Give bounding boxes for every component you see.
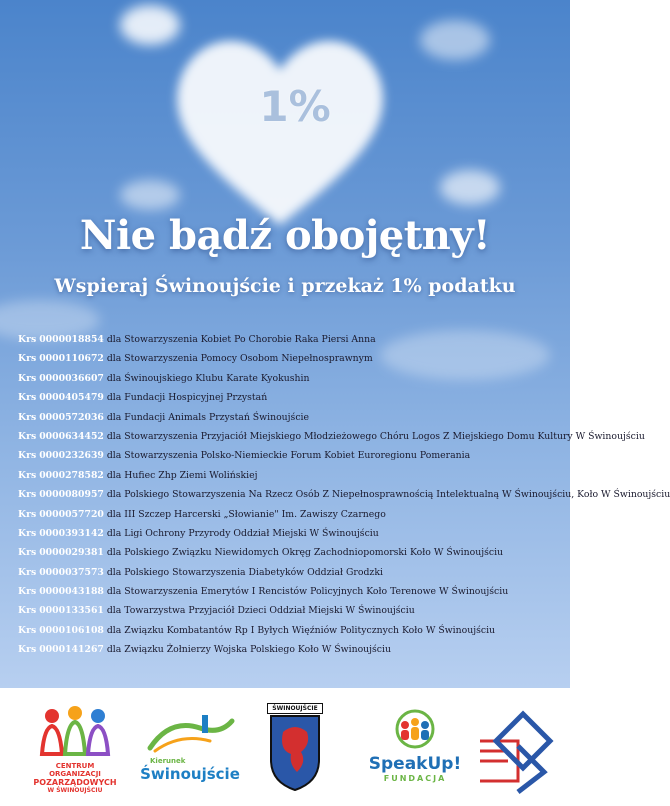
krs-entry <box>18 601 558 620</box>
flag-logo <box>478 706 558 796</box>
krs-entry <box>18 388 558 407</box>
krs-number: 0000278582 <box>39 469 104 481</box>
krs-number: 0000029381 <box>39 547 104 559</box>
krs-entry <box>18 466 558 485</box>
speakup-logo <box>365 708 465 793</box>
krs-prefix: Krs <box>18 469 37 481</box>
cop-line2: POZARZĄDOWYCH <box>33 778 117 787</box>
subheadline: Wspieraj Świnoujście i przekaż 1% podatku <box>54 275 516 297</box>
krs-number: 0000405479 <box>39 392 104 404</box>
krs-number: 0000141267 <box>39 644 104 656</box>
cop-logo <box>30 706 120 796</box>
cloud <box>440 170 500 205</box>
krs-number: 0000393142 <box>39 527 104 539</box>
krs-prefix: Krs <box>18 450 37 462</box>
kierunek-swirl-icon <box>140 713 240 753</box>
krs-number: 0000043188 <box>39 586 104 598</box>
krs-number: 0000018854 <box>39 334 104 345</box>
krs-prefix: Krs <box>18 644 37 656</box>
krs-description: dla Fundacji Hospicyjnej Przystań <box>106 392 268 404</box>
herb-logo <box>267 703 323 795</box>
krs-prefix: Krs <box>18 430 37 442</box>
krs-description: dla Hufiec Zhp Ziemi Wolińskiej <box>106 469 258 481</box>
kierunek-logo <box>140 713 240 793</box>
krs-prefix: Krs <box>18 372 37 384</box>
krs-number: 0000036607 <box>39 372 104 384</box>
krs-entry <box>18 349 558 368</box>
krs-prefix: Krs <box>18 624 37 636</box>
krs-description: dla Ligi Ochrony Przyrody Oddział Miejski W Świnoujściu <box>106 527 379 539</box>
krs-prefix: Krs <box>18 392 37 404</box>
krs-description: dla Polskiego Stowarzyszenia Na Rzecz Osób Z Niepełnosprawnością Intelektualną W Świnoujściu, Koło W Świnoujściu <box>106 489 670 501</box>
cop-line3: W ŚWINOUJŚCIU <box>47 787 103 794</box>
kierunek-small: Kierunek <box>150 757 186 765</box>
krs-entry <box>18 485 670 504</box>
cop-people-icon <box>30 706 120 756</box>
krs-description: dla Stowarzyszenia Pomocy Osobom Niepełnosprawnym <box>106 353 373 365</box>
krs-entry <box>18 621 558 640</box>
flag-logo-icon <box>478 706 558 796</box>
krs-prefix: Krs <box>18 527 37 539</box>
heart-percent-text: 1% <box>259 82 331 131</box>
krs-number: 0000080957 <box>39 489 104 501</box>
speakup-small: FUNDACJA <box>383 774 447 783</box>
krs-prefix: Krs <box>18 411 37 423</box>
kierunek-big: Świnoujście <box>140 765 240 783</box>
footer-logos <box>0 688 570 806</box>
krs-description: dla Związku Żołnierzy Wojska Polskiego Koło W Świnoujściu <box>106 644 391 656</box>
krs-number: 0000133561 <box>39 605 104 617</box>
krs-prefix: Krs <box>18 489 37 501</box>
krs-prefix: Krs <box>18 547 37 559</box>
krs-description: dla Stowarzyszenia Polsko-Niemieckie Forum Kobiet Euroregionu Pomerania <box>106 450 471 462</box>
krs-number: 0000037573 <box>39 566 104 578</box>
krs-prefix: Krs <box>18 605 37 617</box>
krs-description: dla Fundacji Animals Przystań Świnoujście <box>106 411 310 423</box>
headline: Nie bądź obojętny! <box>79 212 491 259</box>
krs-entry <box>18 543 558 562</box>
krs-entry <box>18 640 558 659</box>
krs-prefix: Krs <box>18 334 37 345</box>
cloud <box>420 20 490 60</box>
krs-description: dla Świnoujskiego Klubu Karate Kyokushin <box>106 372 310 384</box>
krs-number: 0000634452 <box>39 430 104 442</box>
krs-description: dla Towarzystwa Przyjaciół Dzieci Oddział Miejski W Świnoujściu <box>106 605 415 617</box>
krs-entry <box>18 524 558 543</box>
krs-entry <box>18 330 558 349</box>
herb-label: ŚWINOUJŚCIE <box>267 703 323 714</box>
krs-description: dla III Szczep Harcerski „Słowianie" Im. Zawiszy Czarnego <box>106 508 386 520</box>
krs-description: dla Stowarzyszenia Kobiet Po Chorobie Raka Piersi Anna <box>106 334 376 345</box>
krs-description: dla Polskiego Stowarzyszenia Diabetyków Oddział Grodzki <box>106 566 383 578</box>
cop-line1: CENTRUM ORGANIZACJI <box>49 762 101 778</box>
krs-description: dla Stowarzyszenia Emerytów I Rencistów Policyjnych Koło Terenowe W Świnoujściu <box>106 586 509 598</box>
krs-entry <box>18 446 558 465</box>
krs-entry <box>18 563 558 582</box>
krs-entry <box>18 427 645 446</box>
krs-prefix: Krs <box>18 566 37 578</box>
krs-number: 0000057720 <box>39 508 104 520</box>
krs-description: dla Związku Kombatantów Rp I Byłych Więźniów Politycznych Koło W Świnoujściu <box>106 624 496 636</box>
krs-prefix: Krs <box>18 353 37 365</box>
krs-description: dla Polskiego Związku Niewidomych Okręg Zachodniopomorski Koło W Świnoujściu <box>106 547 504 559</box>
herb-shield-icon <box>267 714 323 792</box>
krs-prefix: Krs <box>18 508 37 520</box>
krs-entry <box>18 505 558 524</box>
speakup-big: SpeakUp! <box>368 754 462 774</box>
krs-list <box>18 330 670 660</box>
krs-number: 0000106108 <box>39 624 104 636</box>
krs-number: 0000232639 <box>39 450 104 462</box>
krs-prefix: Krs <box>18 586 37 598</box>
krs-entry <box>18 408 558 427</box>
krs-number: 0000110672 <box>39 353 104 365</box>
krs-entry <box>18 369 558 388</box>
krs-entry <box>18 582 558 601</box>
krs-number: 0000572036 <box>39 411 104 423</box>
speakup-people-icon <box>365 708 465 750</box>
krs-description: dla Stowarzyszenia Przyjaciół Miejskiego Młodzieżowego Chóru Logos Z Miejskiego Domu Kultury W Świnoujściu <box>106 430 645 442</box>
